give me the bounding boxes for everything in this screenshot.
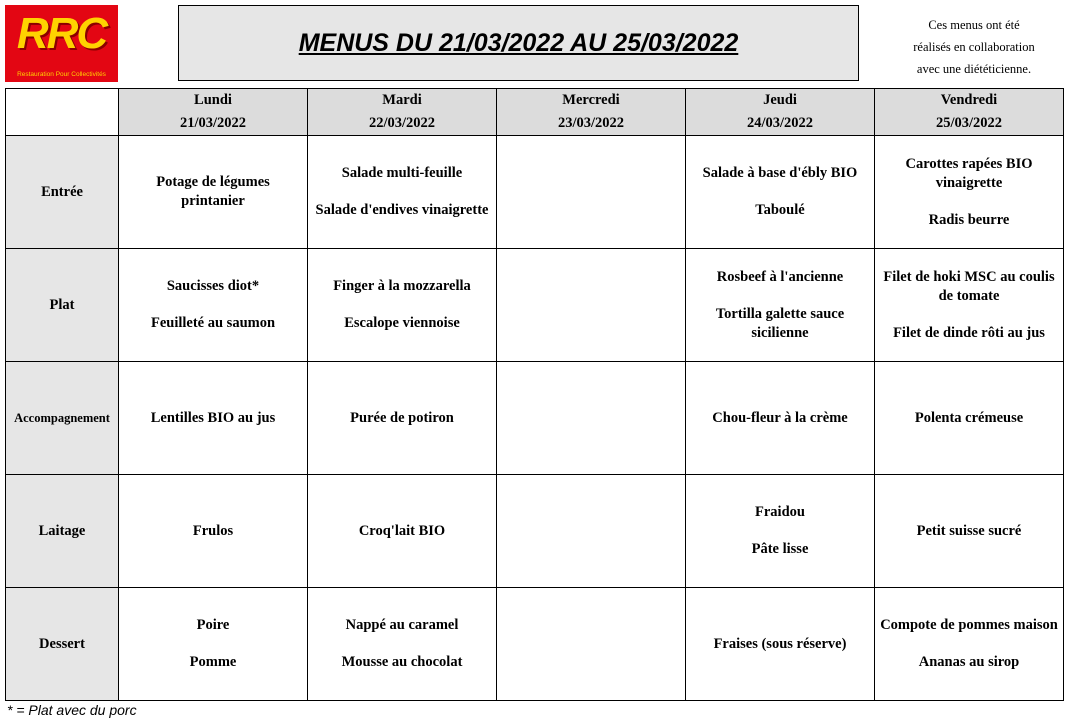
day-name: Vendredi bbox=[940, 92, 998, 108]
dish: Taboulé bbox=[755, 202, 805, 218]
menu-cell bbox=[308, 249, 497, 362]
header-corner bbox=[6, 89, 119, 136]
dish: Rosbeef à l'ancienne bbox=[716, 268, 844, 285]
dish: Finger à la mozzarella bbox=[333, 278, 471, 294]
dish: Fraidou bbox=[755, 504, 805, 520]
dish: Escalope viennoise bbox=[344, 315, 460, 331]
dish: Frulos bbox=[192, 522, 234, 539]
note-line: réalisés en collaboration bbox=[913, 40, 1035, 54]
dish: Nappé au caramel bbox=[345, 617, 459, 633]
dish: Salade à base d'ébly BIO bbox=[702, 165, 858, 181]
menu-cell bbox=[119, 249, 308, 362]
day-header-row bbox=[6, 89, 1064, 136]
menu-table bbox=[5, 88, 1064, 701]
row-label-dessert: Dessert bbox=[6, 588, 119, 701]
menu-cell bbox=[119, 475, 308, 588]
dish: Salade d'endives vinaigrette bbox=[315, 202, 489, 218]
day-date: 23/03/2022 bbox=[557, 115, 625, 131]
menu-cell-empty bbox=[497, 249, 686, 362]
day-name: Lundi bbox=[194, 92, 232, 108]
dish: Croq'lait BIO bbox=[358, 522, 446, 539]
page-title: MENUS DU 21/03/2022 AU 25/03/2022 bbox=[298, 28, 739, 57]
menu-cell-empty bbox=[497, 588, 686, 701]
logo-tagline: Restauration Pour Collectivités bbox=[17, 71, 106, 78]
menu-cell bbox=[308, 475, 497, 588]
course-row-plat bbox=[6, 249, 1064, 362]
day-name: Mardi bbox=[382, 92, 422, 108]
dish: Petit suisse sucré bbox=[916, 522, 1022, 539]
menu-cell bbox=[875, 249, 1064, 362]
day-date: 21/03/2022 bbox=[179, 115, 247, 131]
dish: Filet de dinde rôti au jus bbox=[893, 324, 1045, 341]
dish: Purée de potiron bbox=[350, 409, 454, 426]
dish: Lentilles BIO au jus bbox=[150, 409, 276, 426]
note-line: avec une diététicienne. bbox=[916, 62, 1032, 76]
dish: Polenta crémeuse bbox=[914, 409, 1024, 426]
dietitian-note bbox=[884, 14, 1064, 80]
note-line: Ces menus ont été bbox=[928, 18, 1020, 32]
menu-cell bbox=[686, 475, 875, 588]
menu-cell bbox=[686, 588, 875, 701]
dish: Carottes rapées BIO vinaigrette bbox=[905, 155, 1033, 191]
day-header-vendredi bbox=[875, 89, 1064, 136]
menu-cell bbox=[119, 362, 308, 475]
dish: Poire bbox=[196, 617, 230, 633]
course-row-accompagnement bbox=[6, 362, 1064, 475]
menu-cell bbox=[119, 136, 308, 249]
dish: Salade multi-feuille bbox=[341, 165, 463, 181]
menu-cell-empty bbox=[497, 136, 686, 249]
day-header-jeudi bbox=[686, 89, 875, 136]
row-label-plat: Plat bbox=[6, 249, 119, 362]
menu-cell-empty bbox=[497, 362, 686, 475]
company-logo bbox=[5, 5, 118, 82]
menu-cell bbox=[308, 588, 497, 701]
footnote: * = Plat avec du porc bbox=[7, 702, 137, 718]
dish: Chou-fleur à la crème bbox=[712, 409, 848, 426]
row-label-entree: Entrée bbox=[6, 136, 119, 249]
dish: Pomme bbox=[189, 654, 237, 670]
logo-letters: RRC bbox=[16, 9, 107, 58]
dish: Tortilla galette sauce sicilienne bbox=[715, 305, 845, 341]
dish: Feuilleté au saumon bbox=[150, 315, 276, 331]
day-date: 24/03/2022 bbox=[746, 115, 814, 131]
dish: Potage de légumes printanier bbox=[156, 174, 270, 209]
menu-cell bbox=[875, 588, 1064, 701]
row-label-accompagnement: Accompagnement bbox=[6, 362, 119, 475]
day-header-mardi bbox=[308, 89, 497, 136]
day-header-mercredi bbox=[497, 89, 686, 136]
menu-cell bbox=[686, 136, 875, 249]
day-name: Jeudi bbox=[763, 92, 797, 108]
course-row-laitage bbox=[6, 475, 1064, 588]
dish: Mousse au chocolat bbox=[341, 654, 463, 670]
dish: Compote de pommes maison bbox=[880, 617, 1058, 633]
menu-cell bbox=[308, 362, 497, 475]
menu-cell bbox=[308, 136, 497, 249]
menu-cell bbox=[875, 362, 1064, 475]
course-row-dessert bbox=[6, 588, 1064, 701]
menu-cell bbox=[686, 362, 875, 475]
row-label-laitage: Laitage bbox=[6, 475, 119, 588]
day-name: Mercredi bbox=[562, 92, 620, 108]
day-date: 25/03/2022 bbox=[935, 115, 1003, 131]
title-box bbox=[178, 5, 859, 81]
menu-cell bbox=[875, 475, 1064, 588]
dish: Saucisses diot* bbox=[166, 278, 260, 294]
menu-cell bbox=[686, 249, 875, 362]
menu-cell bbox=[875, 136, 1064, 249]
dish: Radis beurre bbox=[928, 211, 1010, 228]
dish: Filet de hoki MSC au coulis de tomate bbox=[883, 268, 1055, 304]
course-row-entree bbox=[6, 136, 1064, 249]
dish: Pâte lisse bbox=[751, 541, 809, 557]
menu-cell-empty bbox=[497, 475, 686, 588]
dish: Fraises (sous réserve) bbox=[713, 635, 847, 652]
day-header-lundi bbox=[119, 89, 308, 136]
dish: Ananas au sirop bbox=[918, 654, 1020, 670]
day-date: 22/03/2022 bbox=[368, 115, 436, 131]
menu-cell bbox=[119, 588, 308, 701]
